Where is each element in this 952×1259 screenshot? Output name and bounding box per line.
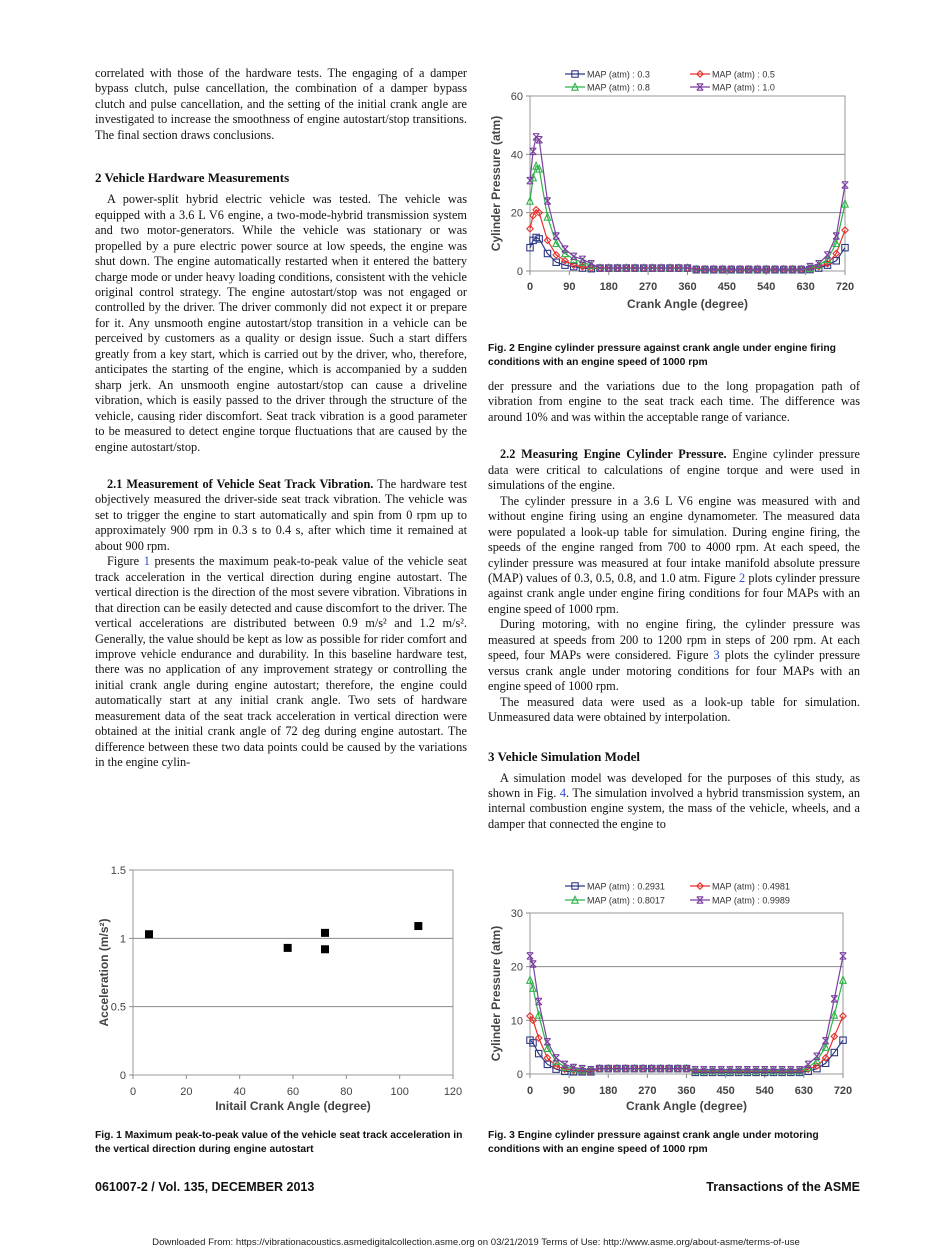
x-tick-label: 630 xyxy=(794,1085,814,1097)
data-point xyxy=(321,945,329,953)
x-tick-label: 450 xyxy=(717,281,737,293)
subsection-2-1-text: The hardware test objectively measured the driver-side seat track vibration. The vehicle was set to trigger the engine to start automatically and spin from 0 rpm up to approximately 900 rpm in 0.3 s to 0.4 s, after which time it remained at about 900 rpm. xyxy=(95,476,467,553)
series-line xyxy=(530,137,845,269)
series-triangle xyxy=(527,162,848,272)
legend-label: MAP (atm) : 0.5 xyxy=(712,69,775,80)
y-tick-label: 1.5 xyxy=(110,865,126,877)
paragraph-text: . The simulation involved a hybrid transmission system, an internal combustion engine system, the mass of the vehicle, wheels, and a damper that connected the engine to xyxy=(488,785,860,831)
subsection-2-1-paragraph xyxy=(95,477,467,554)
legend-label: MAP (atm) : 0.2931 xyxy=(587,881,665,892)
pressure-measurement-paragraph xyxy=(488,494,860,618)
figure-1-caption: Fig. 1 Maximum peak-to-peak value of the vehicle seat track acceleration in the vertical direction during engine autostart xyxy=(95,1130,463,1155)
section-2-paragraph: A power-split hybrid electric vehicle was tested. The vehicle was equipped with a 3.6 L V6 engine, a two-mode-hybrid transmission system and two motor-generators. While the vehicle was stationary or was propelled by a pure electric power source at low speeds, the engine was shut down. The engine automatically restarted when it entered the battery charge mode or under heavy loading conditions, consistent with the vehicle original control strategy. The engine autostart/stop was not engaged or controlled by the driver. The driver commonly did not expect it or prepare for it. Any unsmooth engine autostart/stop transition in a vehicle can be perceived by customers as a quality or design issue. Such a start differs greatly from a key start, which is carried out by the driver, who, therefore, anticipates the starting of the engine, which is accompanied by a sudden sharp jerk. An unsmooth engine autostart/stop can cause a driveline vibration, which is easily passed to the driver through the structure of the vehicle, causing rider discomfort. Seat track vibration is a good parameter to be measured to detect engine torque fluctuations that are caused by the engine autostart/stop. xyxy=(95,192,467,454)
data-point xyxy=(414,922,422,930)
figure-2-chart xyxy=(488,62,863,317)
figure-1-discussion-paragraph xyxy=(95,554,467,770)
paragraph-text: Figure xyxy=(107,554,144,569)
x-tick-label: 720 xyxy=(835,281,855,293)
x-tick-label: 100 xyxy=(390,1086,409,1098)
y-tick-label: 10 xyxy=(510,1015,523,1028)
y-tick-label: 40 xyxy=(510,149,523,162)
lookup-paragraph: The measured data were used as a look-up table for simulation. Unmeasured data were obtained by interpolation. xyxy=(488,694,860,725)
plot-area xyxy=(530,96,845,271)
series-line xyxy=(530,166,845,270)
x-tick-label: 360 xyxy=(678,281,697,293)
legend-entry xyxy=(565,896,665,906)
data-point xyxy=(562,246,568,252)
x-tick-label: 90 xyxy=(563,1085,576,1097)
subsection-2-1-heading: 2.1 Measurement of Vehicle Seat Track Vibration. xyxy=(107,476,374,491)
x-tick-label: 0 xyxy=(526,281,534,293)
series-triangle xyxy=(527,976,846,1074)
y-tick-label: 0 xyxy=(119,1070,126,1082)
y-tick-label: 1 xyxy=(119,933,126,946)
figure-4-link[interactable]: 4 xyxy=(559,785,566,800)
y-tick-label: 20 xyxy=(510,961,523,974)
y-axis-label: Cylinder Pressure (atm) xyxy=(489,115,503,252)
y-tick-label: 60 xyxy=(510,91,523,103)
series-star xyxy=(527,953,846,1073)
x-tick-label: 40 xyxy=(233,1086,246,1098)
legend-label: MAP (atm) : 0.9989 xyxy=(712,895,790,906)
legend-entry xyxy=(690,70,775,80)
x-tick-label: 270 xyxy=(638,1085,657,1097)
y-tick-label: 0.5 xyxy=(110,1001,126,1014)
paragraph-text: presents the maximum peak-to-peak value of the vehicle seat track acceleration in the vertical direction during engine autostart. The vertical direction is the direction of the most severe vibration. Vibrations in that direction can be easily detected and cause discomfort to the driver. The vertical accelerations are distributed between 0.9 m/s² and 1.2 m/s². Generally, the value should be kept as low as possible for rider comfort and improve vehicle endurance and durability. In this baseline hardware test, there was no application of any improvement strategy or controlling the initial crank angle during engine autostart; therefore, the engine could automatically start at any initial crank angle. Two sets of hardware measurement data of the seat track acceleration in vertical direction were obtained at the initial crank angle of 72 deg during engine autostart. The difference between these two data points could be caused by the variations in the engine cylin- xyxy=(95,554,467,770)
x-axis-label: Initail Crank Angle (degree) xyxy=(215,1099,371,1113)
legend-entry xyxy=(565,70,650,80)
x-tick-label: 20 xyxy=(180,1086,193,1098)
paragraph-text: plots the cylinder pressure versus crank angle under motoring conditions for four MAPs with an engine speed of 1000 rpm. xyxy=(488,648,861,694)
y-tick-label: 20 xyxy=(510,207,523,220)
figure-3-caption: Fig. 3 Engine cylinder pressure against crank angle under motoring conditions with an engine speed of 1000 rpm xyxy=(488,1130,819,1155)
legend-entry xyxy=(690,896,790,906)
continuation-paragraph: der pressure and the variations due to the long propagation path of vibration from engine to the seat track each time. The difference was around 10% and was within the acceptable range of variance. xyxy=(488,379,860,424)
figure-2-link[interactable]: 2 xyxy=(738,570,746,585)
subsection-2-2-text: Engine cylinder pressure data were critical to calculations of engine torque and were used in simulations of the engine. xyxy=(488,447,860,493)
figure-1-chart xyxy=(90,860,470,1120)
figure-2-caption: Fig. 2 Engine cylinder pressure against crank angle under engine firing conditions with an engine speed of 1000 rpm xyxy=(488,343,836,368)
x-tick-label: 0 xyxy=(526,1085,534,1097)
data-point xyxy=(145,930,153,938)
legend-label: MAP (atm) : 0.8017 xyxy=(587,895,665,906)
figure-1-link[interactable]: 1 xyxy=(143,554,150,569)
figure-3-link[interactable]: 3 xyxy=(713,648,720,663)
figure-3-chart xyxy=(488,875,863,1120)
data-point xyxy=(579,256,585,262)
x-axis-label: Crank Angle (degree) xyxy=(627,297,748,311)
footer-volume-info xyxy=(95,1180,314,1194)
subsection-2-2-paragraph xyxy=(488,447,860,493)
y-tick-label: 30 xyxy=(510,908,523,920)
legend-entry xyxy=(565,83,650,93)
legend-entry xyxy=(690,882,790,892)
series-line xyxy=(530,980,843,1071)
x-axis-label: Crank Angle (degree) xyxy=(626,1099,747,1113)
section-3-paragraph xyxy=(488,771,860,833)
x-tick-label: 630 xyxy=(796,281,815,293)
x-tick-label: 60 xyxy=(286,1086,300,1098)
footer-volume-text: 061007-2 / Vol. 135, DECEMBER 2013 xyxy=(95,1180,315,1194)
legend-label: MAP (atm) : 0.4981 xyxy=(712,881,790,892)
left-text-column xyxy=(95,66,467,771)
x-tick-label: 180 xyxy=(599,1085,618,1097)
paragraph-text: A simulation model was developed for the purposes of this study, as shown in Fig. xyxy=(488,770,860,800)
right-text-column xyxy=(488,379,860,832)
paragraph-text: plots cylinder pressure against crank angle under engine firing conditions for four MAPs with an engine speed of 1000 rpm. xyxy=(488,570,860,616)
section-3-heading: 3 Vehicle Simulation Model xyxy=(488,748,641,764)
y-axis-label: Cylinder Pressure (atm) xyxy=(489,925,503,1062)
legend-entry xyxy=(565,882,665,892)
x-tick-label: 90 xyxy=(563,281,576,293)
x-tick-label: 80 xyxy=(340,1086,353,1098)
download-notice: Downloaded From: https://vibrationacoustics.asmedigitalcollection.asme.org on 03/21/2019 Terms of Use: http://www.asme.org/about-asme/terms-of-use xyxy=(152,1237,800,1248)
legend-label: MAP (atm) : 0.3 xyxy=(587,69,650,80)
section-2-heading: 2 Vehicle Hardware Measurements xyxy=(95,170,290,186)
x-tick-label: 180 xyxy=(599,281,618,293)
x-tick-label: 540 xyxy=(755,1085,774,1097)
plot-area xyxy=(133,870,453,1075)
x-tick-label: 540 xyxy=(757,281,776,293)
legend-label: MAP (atm) : 1.0 xyxy=(712,82,775,93)
paragraph-text: The cylinder pressure in a 3.6 L V6 engine was measured with and without engine firing using an engine dynamometer. The measured data were populated a look-up table for simulation. During engine firing, the speeds of the engine ranged from 700 to 4000 rpm. At each speed, the cylinder pressure was measured at four intake manifold absolute pressure (MAP) values of 0.3, 0.5, 0.8, and 1.0 atm. Figure xyxy=(488,493,860,585)
x-tick-label: 270 xyxy=(638,281,658,293)
plot-area xyxy=(530,913,843,1074)
y-tick-label: 0 xyxy=(516,1069,523,1081)
series-line xyxy=(530,1016,843,1071)
legend-entry xyxy=(690,83,775,93)
subsection-2-2-heading: 2.2 Measuring Engine Cylinder Pressure. xyxy=(500,447,727,462)
x-tick-label: 720 xyxy=(833,1085,853,1097)
x-tick-label: 120 xyxy=(443,1086,463,1098)
data-point xyxy=(284,944,292,952)
intro-paragraph: correlated with those of the hardware tests. The engaging of a damper bypass clutch, pulse cancellation, the combination of a damper bypass clutch and pulse cancellation, and the setting of the initial crank angle are investigated to increase the smoothness of engine autostart/stop transitions. The final section draws conclusions. xyxy=(95,66,467,142)
y-tick-label: 0 xyxy=(516,266,523,278)
series-line xyxy=(530,956,843,1070)
x-tick-label: 450 xyxy=(716,1085,735,1097)
x-tick-label: 0 xyxy=(129,1086,137,1098)
motoring-paragraph xyxy=(488,617,860,694)
data-point xyxy=(321,929,329,937)
footer-journal-name: Transactions of the ASME xyxy=(706,1180,860,1194)
x-tick-label: 360 xyxy=(677,1085,696,1097)
paragraph-text: During motoring, with no engine firing, the cylinder pressure was measured at speeds from 200 to 1200 rpm in steps of 200 rpm. At each speed, four MAPs were considered. Figure xyxy=(488,617,860,663)
legend-label: MAP (atm) : 0.8 xyxy=(587,82,650,93)
y-axis-label: Acceleration (m/s²) xyxy=(97,918,111,1027)
